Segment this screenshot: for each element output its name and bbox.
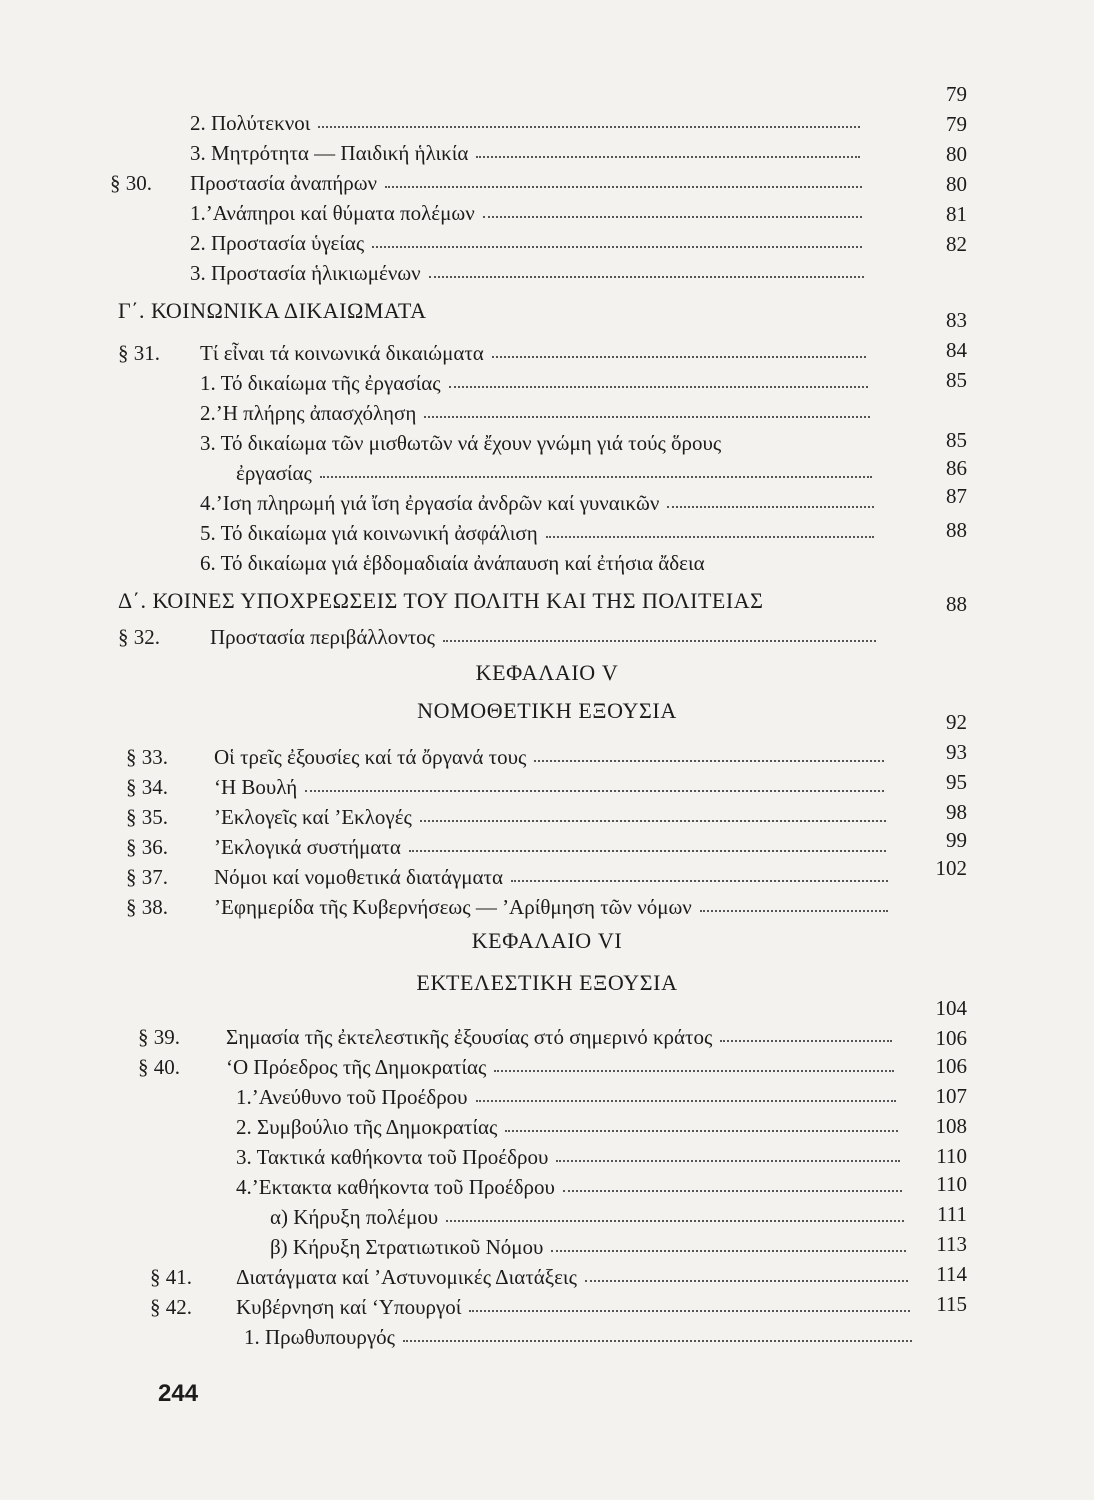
section-number: § 41. — [150, 1265, 192, 1289]
entry-title: 3. Τό δικαίωμα τῶν μισθωτῶν νά ἔχουν γνώμη γιά τούς ὅρους — [200, 431, 722, 455]
leader-dots — [700, 910, 888, 912]
page-ref: 85 — [946, 368, 967, 392]
page-ref: 104 — [935, 996, 967, 1020]
leader-dots — [476, 156, 860, 158]
entry-title: 4.’Ιση πληρωμή γιά ἴση ἐργασία ἀνδρῶν καί γυναικῶν — [200, 491, 660, 515]
page-ref: 80 — [946, 172, 967, 196]
page-ref: 106 — [935, 1026, 967, 1050]
section-number: § 37. — [126, 865, 168, 889]
entry-title: 1.’Ανάπηροι καί θύματα πολέμων — [190, 201, 475, 225]
page-ref: 108 — [935, 1114, 967, 1138]
section-number: § 33. — [126, 745, 168, 769]
entry-title: ἐργασίας — [236, 461, 312, 485]
leader-dots — [585, 1280, 908, 1282]
entry-title: 6. Τό δικαίωμα γιά ἑβδομαδιαία ἀνάπαυση καί ἐτήσια ἄδεια — [200, 551, 705, 575]
page-ref: 80 — [946, 142, 967, 166]
toc-entry — [0, 258, 1094, 288]
page-number: 244 — [158, 1380, 199, 1407]
page-ref: 107 — [935, 1084, 967, 1108]
page-ref: 88 — [946, 592, 967, 616]
chapter-heading: ΝΟΜΟΘΕΤΙΚΗ ΕΞΟΥΣΙΑ — [417, 698, 677, 723]
toc-entry — [0, 892, 1094, 922]
leader-dots — [505, 1130, 898, 1132]
page-ref: 79 — [946, 112, 967, 136]
entry-title: ’Εφημερίδα τῆς Κυβερνήσεως — ’Αρίθμηση τῶν νόμων — [214, 895, 692, 919]
leader-dots — [424, 416, 870, 418]
entry-title: Τί εἶναι τά κοινωνικά δικαιώματα — [200, 341, 484, 365]
leader-dots — [546, 536, 874, 538]
leader-dots — [494, 1070, 894, 1072]
chapter-heading: ΚΕΦΑΛΑΙΟ V — [475, 660, 619, 685]
leader-dots — [511, 880, 888, 882]
leader-dots — [476, 1100, 896, 1102]
section-number: § 34. — [126, 775, 168, 799]
leader-dots — [403, 1340, 912, 1342]
leader-dots — [720, 1040, 892, 1042]
section-number: § 40. — [138, 1055, 180, 1079]
part-heading: Γ΄. ΚΟΙΝΩΝΙΚΑ ΔΙΚΑΙΩΜΑΤΑ — [118, 298, 427, 323]
page-ref: 86 — [946, 456, 967, 480]
page-ref: 93 — [946, 740, 967, 764]
leader-dots — [551, 1250, 906, 1252]
entry-title: 3. Τακτικά καθήκοντα τοῦ Προέδρου — [236, 1145, 549, 1169]
page-ref: 110 — [936, 1144, 967, 1168]
toc-entry — [0, 1322, 1094, 1352]
leader-dots — [563, 1190, 902, 1192]
section-number: § 30. — [110, 171, 152, 195]
toc-entry — [0, 398, 1094, 428]
entry-title: ’Εκλογεῖς καί ’Εκλογές — [214, 805, 412, 829]
entry-title: 2.’Η πλήρης ἀπασχόληση — [200, 401, 417, 425]
leader-dots — [483, 216, 862, 218]
section-number: § 42. — [150, 1295, 192, 1319]
chapter-heading: ΚΕΦΑΛΑΙΟ VI — [471, 928, 623, 953]
leader-dots — [667, 506, 874, 508]
entry-title: 1. Πρωθυπουργός — [244, 1325, 395, 1349]
section-number: § 39. — [138, 1025, 180, 1049]
leader-dots — [420, 820, 886, 822]
leader-dots — [372, 246, 862, 248]
leader-dots — [385, 186, 862, 188]
entry-title: Κυβέρνηση καί ‘Υπουργοί — [236, 1295, 462, 1319]
entry-title: 5. Τό δικαίωμα γιά κοινωνική ἀσφάλιση — [200, 521, 538, 545]
entry-title: Προστασία ἀναπήρων — [190, 171, 378, 195]
page-ref: 115 — [936, 1292, 967, 1316]
entry-title: 3. Μητρότητα — Παιδική ἡλικία — [190, 141, 469, 165]
page-ref: 87 — [946, 484, 967, 508]
entry-title: 3. Προστασία ἡλικιωμένων — [190, 261, 421, 285]
toc-entry — [0, 622, 1094, 652]
entry-title: 2. Προστασία ὑγείας — [190, 231, 365, 255]
page-ref: 82 — [946, 232, 967, 256]
leader-dots — [318, 126, 860, 128]
page-ref: 98 — [946, 800, 967, 824]
leader-dots — [429, 276, 864, 278]
page-ref: 83 — [946, 308, 967, 332]
leader-dots — [305, 790, 884, 792]
leader-dots — [534, 760, 884, 762]
page-ref: 79 — [946, 82, 967, 106]
page-ref: 88 — [946, 518, 967, 542]
page-ref: 84 — [946, 338, 967, 362]
page-ref: 110 — [936, 1172, 967, 1196]
entry-title: 4.’Εκτακτα καθήκοντα τοῦ Προέδρου — [236, 1175, 555, 1199]
page-ref: 113 — [936, 1232, 967, 1256]
leader-dots — [492, 356, 866, 358]
leader-dots — [446, 1220, 904, 1222]
toc-entry — [0, 548, 1094, 578]
page-ref: 99 — [946, 828, 967, 852]
page-ref: 111 — [937, 1202, 967, 1226]
leader-dots — [409, 850, 886, 852]
entry-title: ’Εκλογικά συστήματα — [214, 835, 401, 859]
entry-title: Οἱ τρεῖς ἐξουσίες καί τά ὄργανά τους — [214, 745, 527, 769]
entry-title: Σημασία τῆς ἐκτελεστικῆς ἐξουσίας στό σημερινό κράτος — [226, 1025, 713, 1049]
entry-title: 2. Πολύτεκνοι — [190, 111, 311, 135]
entry-title: α) Κήρυξη πολέμου — [270, 1205, 439, 1229]
leader-dots — [449, 386, 868, 388]
section-number: § 32. — [118, 625, 160, 649]
leader-dots — [443, 640, 876, 642]
entry-title: ‘Η Βουλή — [214, 775, 298, 799]
entry-title: Νόμοι καί νομοθετικά διατάγματα — [214, 865, 503, 889]
entry-title: Προστασία περιβάλλοντος — [210, 625, 435, 649]
section-number: § 31. — [118, 341, 160, 365]
page-ref: 95 — [946, 770, 967, 794]
entry-title: ‘Ο Πρόεδρος τῆς Δημοκρατίας — [226, 1055, 487, 1079]
page-ref: 85 — [946, 428, 967, 452]
entry-title: β) Κήρυξη Στρατιωτικοῦ Νόμου — [270, 1235, 544, 1259]
entry-title: 2. Συμβούλιο τῆς Δημοκρατίας — [236, 1115, 498, 1139]
page-ref: 102 — [935, 856, 967, 880]
page-ref: 92 — [946, 710, 967, 734]
page-ref: 81 — [946, 202, 967, 226]
chapter-heading: ΕΚΤΕΛΕΣΤΙΚΗ ΕΞΟΥΣΙΑ — [416, 970, 678, 995]
leader-dots — [320, 476, 872, 478]
entry-title: 1.’Ανεύθυνο τοῦ Προέδρου — [236, 1085, 468, 1109]
entry-title: Διατάγματα καί ’Αστυνομικές Διατάξεις — [236, 1265, 577, 1289]
section-number: § 38. — [126, 895, 168, 919]
leader-dots — [469, 1310, 910, 1312]
section-number: § 36. — [126, 835, 168, 859]
leader-dots — [556, 1160, 900, 1162]
entry-title: 1. Τό δικαίωμα τῆς ἐργασίας — [200, 371, 441, 395]
page-ref: 106 — [935, 1054, 967, 1078]
part-heading: Δ΄. ΚΟΙΝΕΣ ΥΠΟΧΡΕΩΣΕΙΣ ΤΟΥ ΠΟΛΙΤΗ ΚΑΙ ΤΗΣ ΠΟΛΙΤΕΙΑΣ — [118, 588, 764, 613]
page-ref: 114 — [936, 1262, 967, 1286]
section-number: § 35. — [126, 805, 168, 829]
